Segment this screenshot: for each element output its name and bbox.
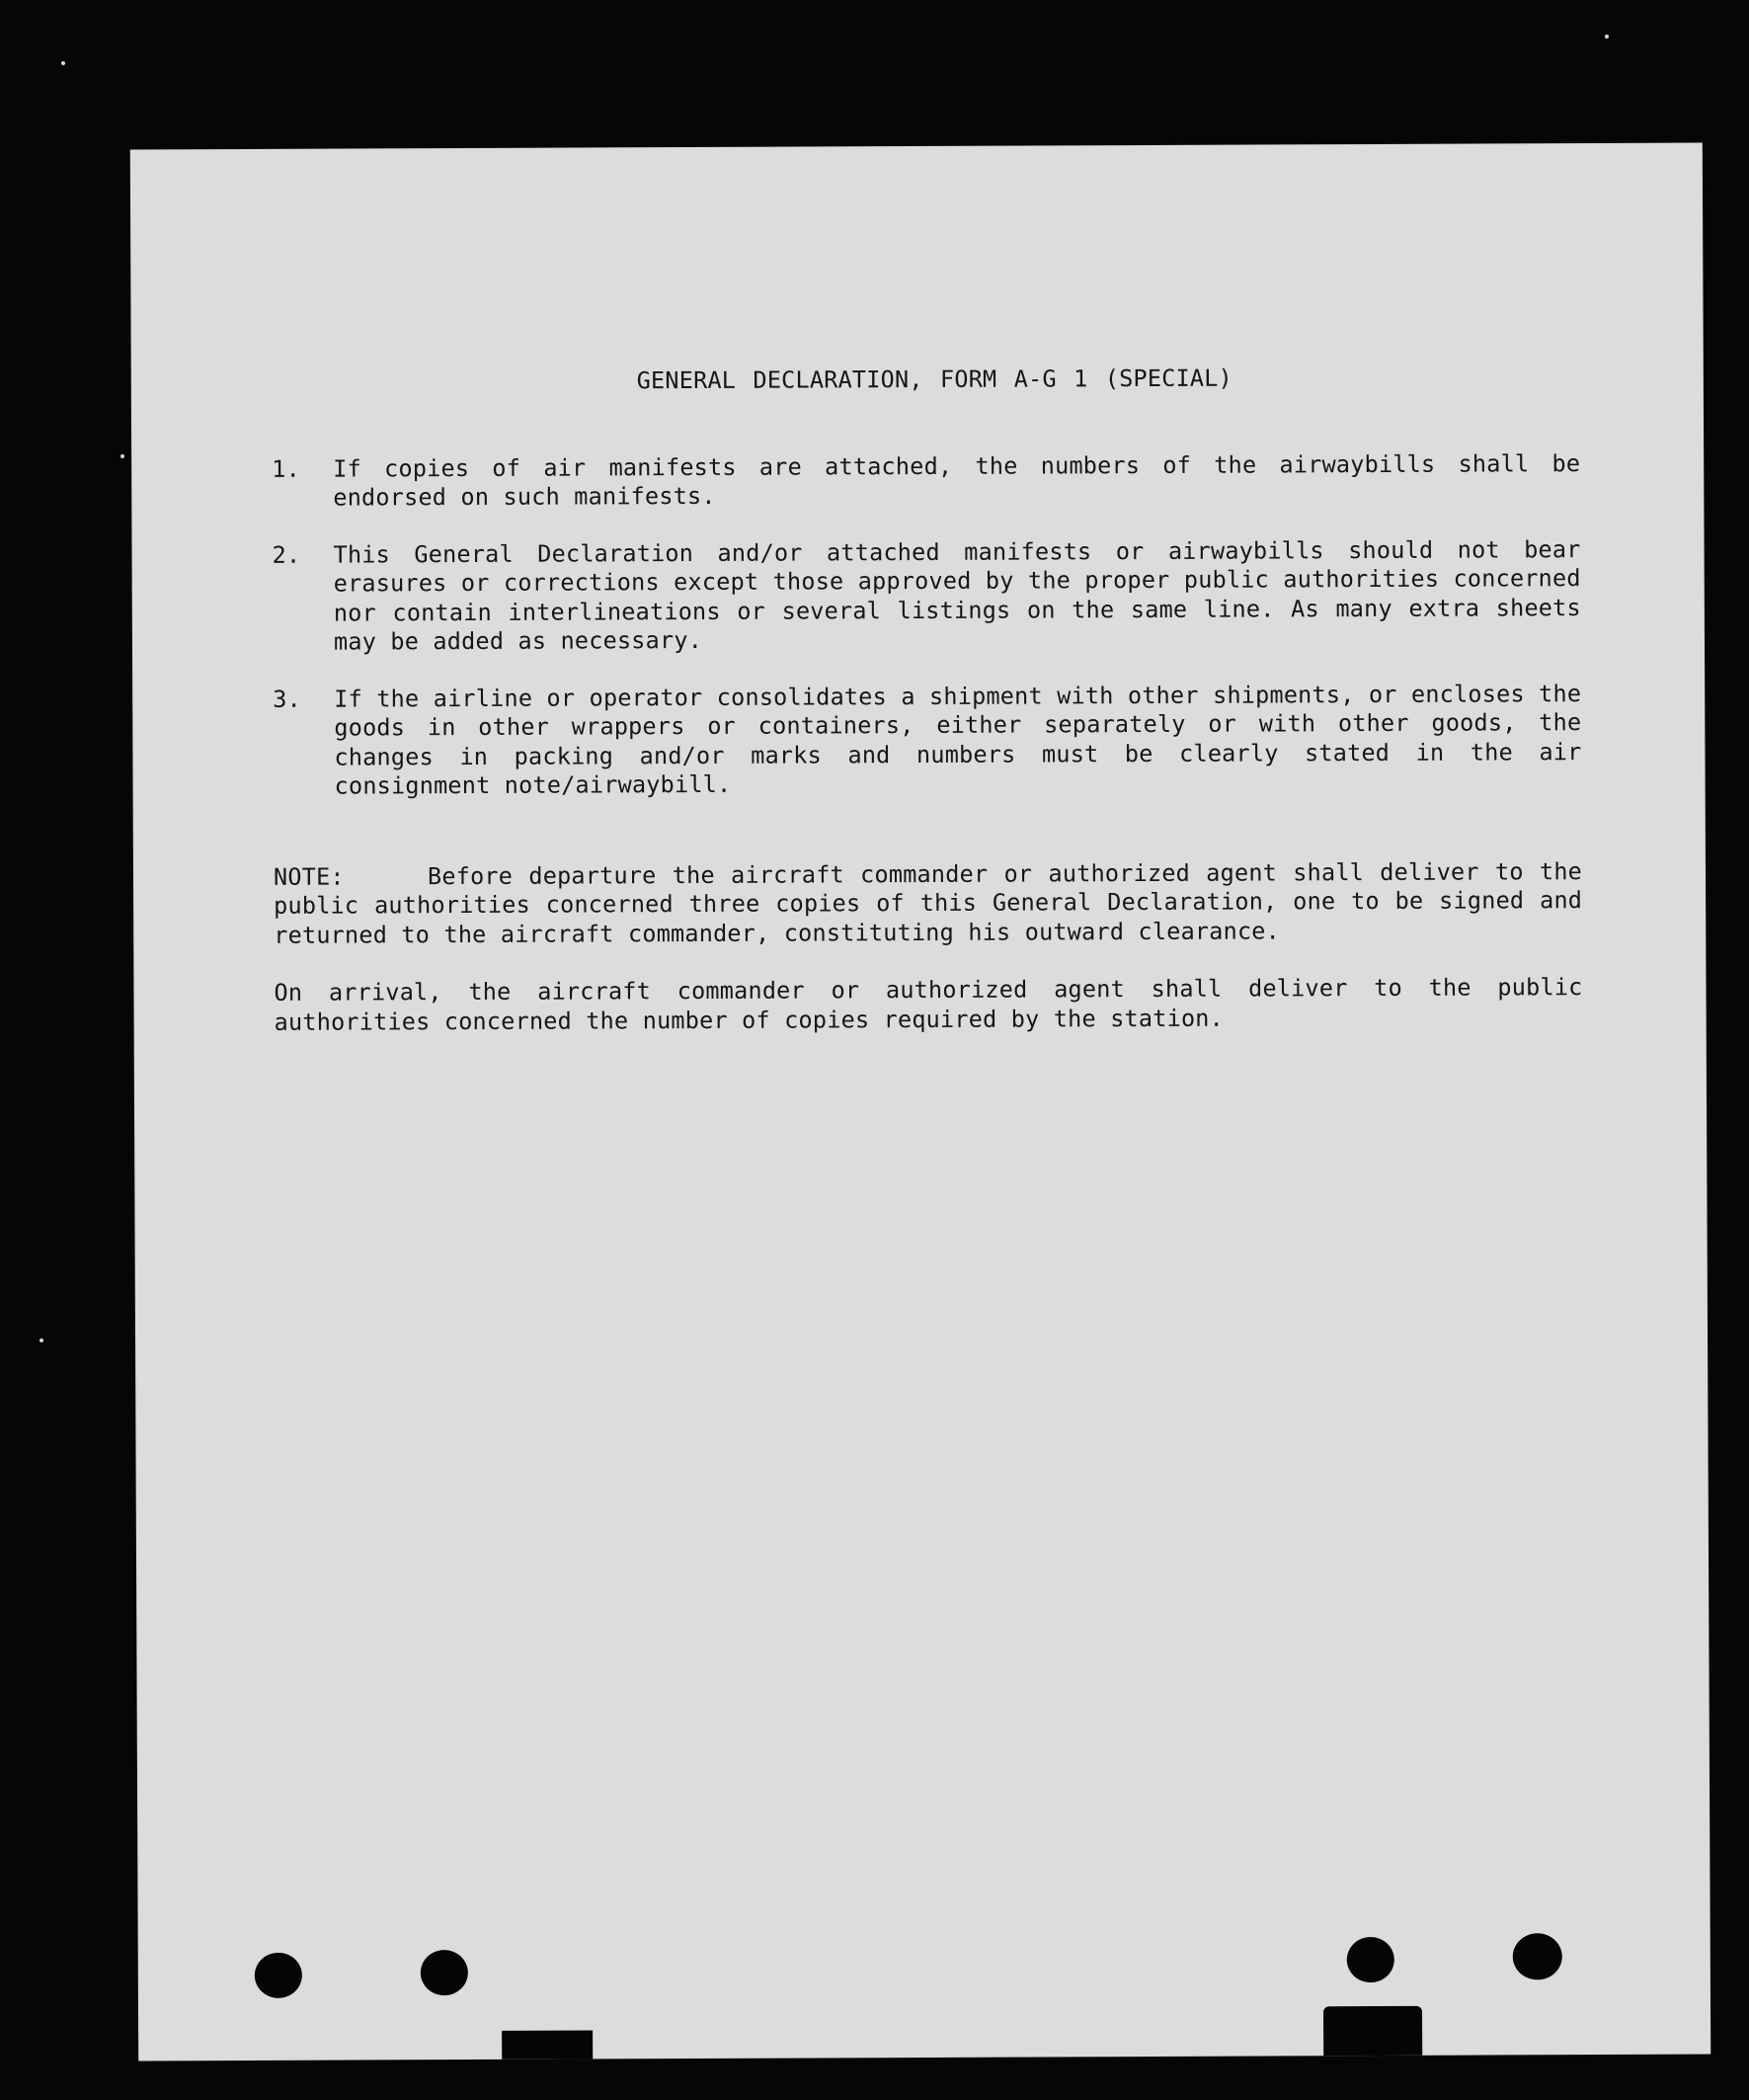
item-number: 1. bbox=[272, 454, 300, 483]
dust-speck bbox=[120, 454, 124, 458]
note-label: NOTE: bbox=[273, 862, 345, 891]
document-page bbox=[130, 143, 1710, 2061]
binder-tab bbox=[502, 2030, 593, 2059]
form-title: GENERAL DECLARATION, FORM A-G 1 (SPECIAL) bbox=[636, 363, 1233, 395]
instruction-list bbox=[272, 449, 1582, 802]
item-text: If the airline or operator consolidates a shipment with other shipments, or encloses the goods in other wrappers or containers, either separately or with other goods, the changes in packing and/or marks and numbers must be clearly stated in the air consignment note/airwaybill. bbox=[334, 679, 1582, 800]
binder-tab bbox=[1323, 2006, 1422, 2056]
document-body bbox=[272, 363, 1583, 1037]
punch-hole bbox=[1513, 1933, 1562, 1979]
note-paragraph bbox=[274, 857, 1582, 950]
item-text: This General Declaration and/or attached manifests or airwaybills should not bear erasures or corrections except those approved by the proper public authorities concerned nor contain interlineations or several listings on the same line. As many extra sheets may be added as necessary. bbox=[333, 534, 1581, 656]
item-number: 3. bbox=[273, 685, 301, 713]
dust-speck bbox=[61, 61, 65, 65]
dust-speck bbox=[40, 1338, 43, 1342]
punch-hole bbox=[255, 1953, 302, 1998]
punch-hole bbox=[421, 1950, 468, 1995]
instruction-item bbox=[273, 680, 1582, 802]
note-text: Before departure the aircraft commander or authorized agent shall deliver to the public authorities concerned three copies of this General Declaration, one to be signed and returned to the aircraft commander, constituting his outward clearance. bbox=[274, 856, 1583, 949]
item-number: 2. bbox=[272, 540, 301, 569]
instruction-item bbox=[273, 535, 1582, 658]
punch-hole bbox=[1347, 1937, 1394, 1982]
item-text: If copies of air manifests are attached, the numbers of the airwaybills shall be endorsed on such manifests. bbox=[333, 448, 1581, 512]
instruction-item bbox=[272, 449, 1580, 514]
arrival-paragraph: On arrival, the aircraft commander or authorized agent shall deliver to the public authorities concerned the number of copies required by the station. bbox=[274, 973, 1583, 1036]
dust-speck bbox=[1605, 35, 1609, 39]
